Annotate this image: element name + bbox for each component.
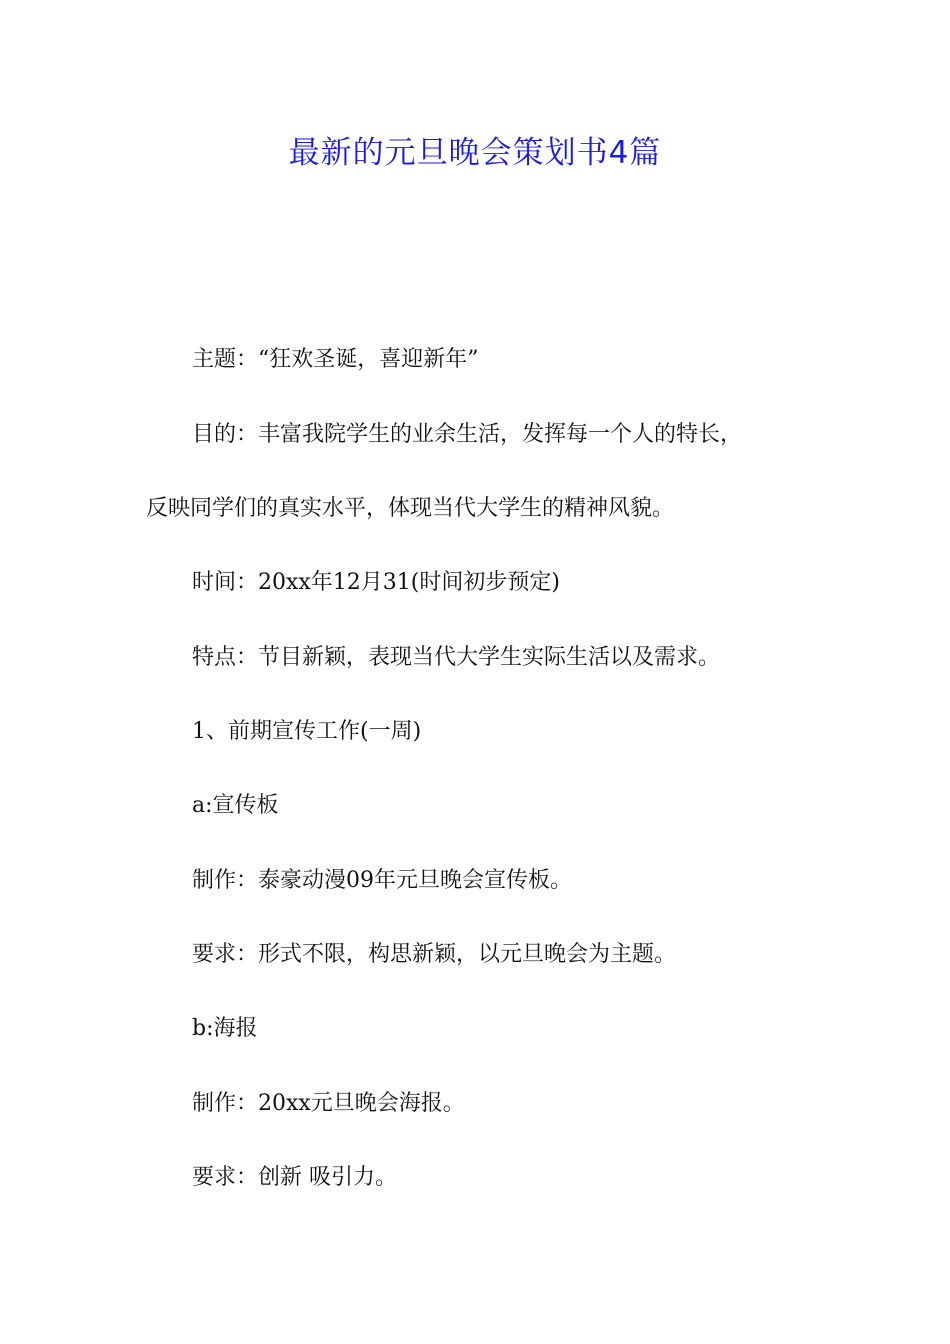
- paragraph-board-requirement: 要求：形式不限，构思新颖，以元旦晚会为主题。: [192, 942, 677, 967]
- paragraph-poster-requirement: 要求：创新 吸引力。: [192, 1165, 397, 1190]
- section-heading-promotion: 1、前期宣传工作(一周): [192, 719, 422, 744]
- paragraph-board-production: 制作：泰豪动漫09年元旦晚会宣传板。: [192, 868, 572, 893]
- paragraph-time: 时间：20xx年12月31(时间初步预定): [192, 570, 560, 595]
- subheading-board: a:宣传板: [192, 793, 279, 818]
- paragraph-purpose: 目的：丰富我院学生的业余生活，发挥每一个人的特长，: [192, 422, 743, 447]
- subheading-poster: b:海报: [192, 1016, 258, 1041]
- paragraph-features: 特点：节目新颖，表现当代大学生实际生活以及需求。: [192, 645, 721, 670]
- paragraph-theme: 主题：“狂欢圣诞，喜迎新年”: [192, 347, 479, 372]
- document-title: 最新的元旦晚会策划书4篇: [288, 135, 662, 171]
- paragraph-poster-production: 制作：20xx元旦晚会海报。: [192, 1091, 465, 1116]
- paragraph-purpose-continued: 反映同学们的真实水平，体现当代大学生的精神风貌。: [146, 496, 675, 521]
